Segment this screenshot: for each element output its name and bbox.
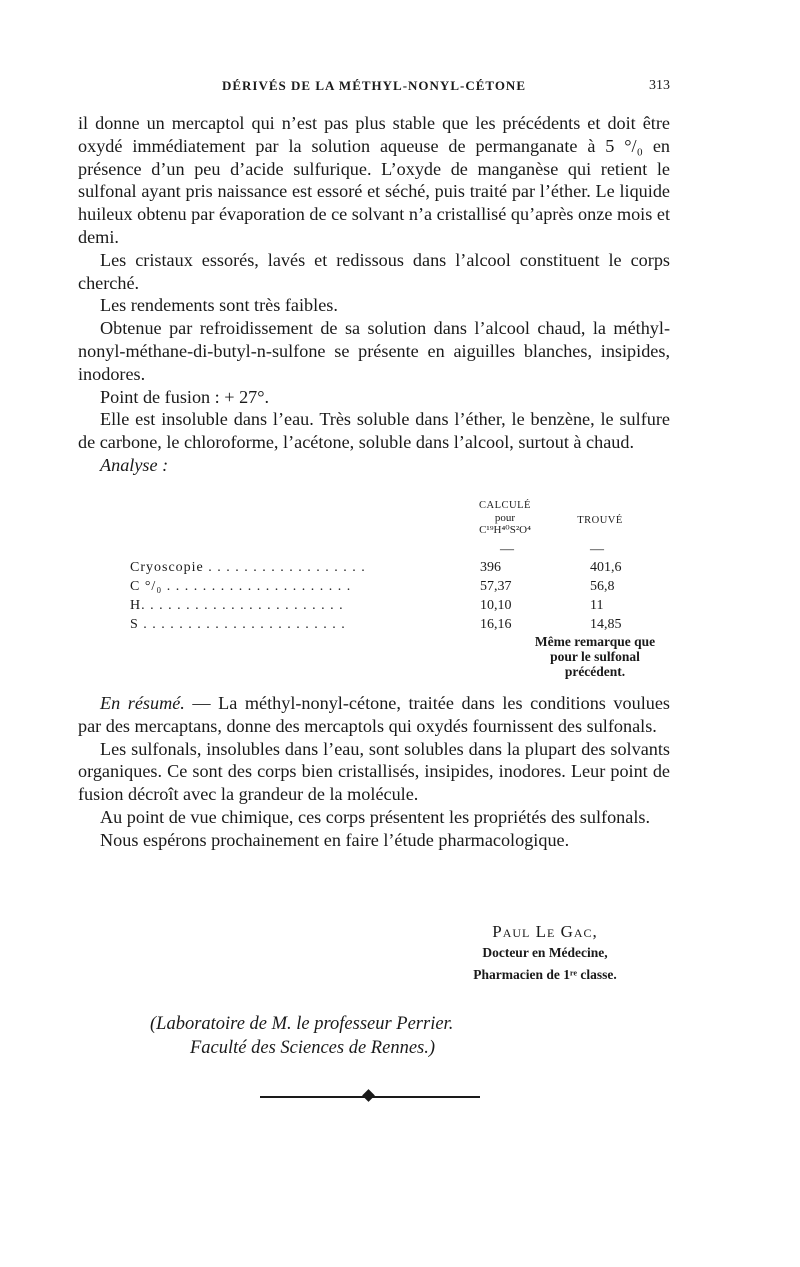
- conclusion-text: [78, 692, 670, 852]
- table-row: [130, 579, 670, 597]
- row-label: Cryoscopie . . . . . . . . . . . . . . . . . .: [130, 560, 366, 575]
- row-label: C °/₀ . . . . . . . . . . . . . . . . . . . . .: [130, 579, 352, 594]
- paragraph: Les rendements sont très faibles.: [100, 295, 338, 316]
- paragraph: Obtenue par refroidissement de sa solution dans l’alcool chaud, la méthyl-nonyl-méthane-di-butyl-n-sulfone se présente en aiguilles blanches, insipides, inodores.: [78, 318, 670, 384]
- column-header-trouve: TROUVÉ: [577, 515, 623, 526]
- laboratory-line: Faculté des Sciences de Rennes.): [190, 1038, 436, 1058]
- paragraph: Elle est insoluble dans l’eau. Très soluble dans l’éther, le benzène, le sulfure de carbone, le chloroforme, l’acétone, soluble dans l’alcool, surtout à chaud.: [78, 409, 670, 453]
- laboratory-credit: [150, 1012, 650, 1060]
- body-text: [78, 112, 670, 477]
- found-value: 11: [590, 598, 604, 613]
- author-name: Paul Le Gac,: [492, 922, 598, 941]
- calculated-value: 16,16: [480, 617, 512, 632]
- diamond-ornament-icon: [362, 1089, 375, 1102]
- header-line: CALCULÉ: [479, 500, 531, 511]
- paragraph: [78, 692, 670, 738]
- paragraph: Point de fusion : + 27°.: [100, 386, 270, 407]
- author-title: Docteur en Médecine,: [482, 945, 608, 960]
- paragraph: Les cristaux essorés, lavés et redissous dans l’alcool constituent le corps cherché.: [78, 249, 670, 293]
- header-line: pour: [494, 512, 516, 524]
- column-header-calcule: [460, 500, 550, 536]
- signature-block: [420, 922, 670, 986]
- table-row: [130, 617, 670, 635]
- table-row: [130, 560, 670, 578]
- found-value: 401,6: [590, 560, 622, 575]
- page-header: [78, 78, 670, 98]
- row-label: S . . . . . . . . . . . . . . . . . . . . . . .: [130, 617, 346, 632]
- column-dash: —: [500, 542, 514, 557]
- analysis-table: [130, 500, 670, 685]
- paragraph: Les sulfonals, insolubles dans l’eau, sont solubles dans la plupart des solvants organiques. Ce sont des corps bien cristallisés, insipides, inodores. Leur point de fusion décroît avec la grandeur de la molécule.: [78, 738, 670, 805]
- paragraph: Nous espérons prochainement en faire l’étude pharmacologique.: [100, 829, 570, 850]
- row-label: H. . . . . . . . . . . . . . . . . . . . . . .: [130, 598, 344, 613]
- calculated-value: 10,10: [480, 598, 512, 613]
- paragraph: Au point de vue chimique, ces corps présentent les propriétés des sulfonals.: [100, 806, 651, 827]
- found-value: 56,8: [590, 579, 615, 594]
- page-number: 313: [649, 78, 670, 93]
- running-title: DÉRIVÉS DE LA MÉTHYL-NONYL-CÉTONE: [221, 78, 526, 93]
- analyse-label: Analyse :: [100, 454, 169, 475]
- column-dash: —: [590, 542, 604, 557]
- author-title: Pharmacien de 1ʳᵉ classe.: [473, 967, 617, 982]
- paragraph-rest: — La méthyl-nonyl-cétone, traitée dans les conditions voulues par des mercaptans, donne des mercaptols qui oxydés fournissent des sulfonals.: [78, 693, 671, 736]
- analysis-note: Même remarque que pour le sulfonal précédent.: [534, 634, 656, 679]
- calculated-value: 57,37: [480, 579, 512, 594]
- calculated-value: 396: [480, 560, 501, 575]
- paragraph: il donne un mercaptol qui n’est pas plus stable que les précédents et doit être oxydé immédiatement par la solution aqueuse de permanganate à 5 °/₀ en présence d’un peu d’acide sulfurique. L’oxyde de manganèse qui retient le sulfonal ayant pris naissance est essoré et séché, puis traité par l’éther. Le liquide huileux obtenu par évaporation de ce solvant n’a cristallisé qu’après onze mois et demi.: [78, 113, 670, 247]
- table-row: [130, 598, 670, 616]
- found-value: 14,85: [590, 617, 622, 632]
- formula: C¹⁹H⁴⁰S²O⁴: [479, 524, 531, 536]
- laboratory-line: (Laboratoire de M. le professeur Perrier.: [150, 1014, 454, 1034]
- en-resume-label: En résumé.: [100, 693, 185, 713]
